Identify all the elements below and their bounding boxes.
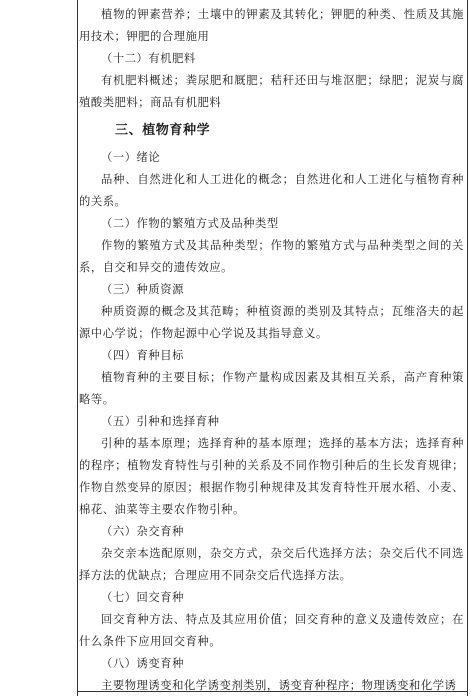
subheading: （七）回交育种 <box>101 591 184 604</box>
paragraph: 引种的基本原理；选择育种的基本原理；选择的基本方法；选择育种的程序；植物发育特性与引种的关系及不同作物引种后的生长发育规律；作物自然变异的原因；根据作物引种规律及其发育特性开展水稻、小麦、棉花、油菜等主要农作物引种。 <box>79 437 464 516</box>
paragraph: 植物的钾素营养；土壤中的钾素及其转化；钾肥的种类、性质及其施用技术；钾肥的合理施用 <box>79 8 464 43</box>
subheading: （十二）有机肥料 <box>101 52 196 65</box>
paragraph: 回交育种方法、特点及其应用价值；回交育种的意义及遗传效应；在什么条件下应用回交育种。 <box>79 613 464 648</box>
subheading: （六）杂交育种 <box>101 525 184 538</box>
table-border-right <box>467 0 468 696</box>
paragraph: 作物的繁殖方式及其品种类型；作物的繁殖方式与品种类型之间的关系，自交和异交的遗传效应。 <box>79 239 464 274</box>
paragraph: 种质资源的概念及其范畴；种植资源的类别及其特点；瓦维洛夫的起源中心学说；作物起源中心学说及其指导意义。 <box>79 305 464 340</box>
paragraph: 主要物理诱变和化学诱变剂类别，诱变育种程序；物理诱变和化学诱 <box>101 679 457 692</box>
paragraph: 有机肥料概述；粪尿肥和厩肥；秸秆还田与堆沤肥；绿肥；泥炭与腐殖酸类肥料；商品有机肥料 <box>79 74 464 109</box>
subheading: （二）作物的繁殖方式及品种类型 <box>101 217 279 230</box>
table-border-left <box>77 0 78 696</box>
subheading: （三）种质资源 <box>101 283 184 296</box>
paragraph: 植物育种的主要目标；作物产量构成因素及其相互关系，高产育种策略等。 <box>79 371 464 406</box>
subheading: （五）引种和选择育种 <box>101 415 220 428</box>
content-cell <box>79 4 464 697</box>
subheading: （八）诱变育种 <box>101 657 184 670</box>
subheading: （四）育种目标 <box>101 349 184 362</box>
subheading: （一）绪论 <box>101 151 161 164</box>
section-heading: 三、植物育种学 <box>115 123 211 138</box>
paragraph: 杂交亲本选配原则，杂交方式，杂交后代选择方法；杂交后代不同选择方法的优缺点；合理应用不同杂交后代选择方法。 <box>79 547 464 582</box>
paragraph: 品种、自然进化和人工进化的概念；自然进化和人工进化与植物育种的关系。 <box>79 173 464 208</box>
